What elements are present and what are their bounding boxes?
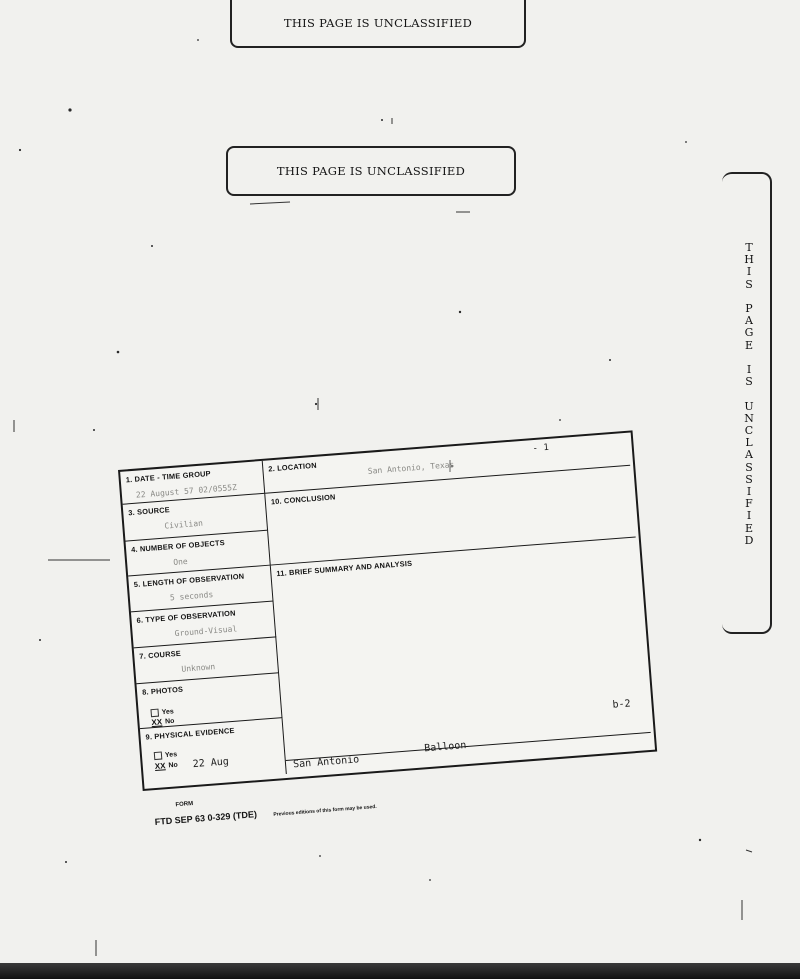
stamp-text: THIS PAGE IS UNCLASSIFIED bbox=[283, 16, 473, 30]
field-length-of-observation: 5. LENGTH OF OBSERVATION 5 seconds bbox=[128, 566, 273, 613]
stamp-text-vertical: T H I S P A G E I S U N C L A S S I F I E D bbox=[744, 241, 754, 547]
classification-stamp-top bbox=[230, 0, 526, 48]
classification-stamp-middle bbox=[226, 146, 516, 196]
evidence-yes-checkbox: Yes bbox=[154, 750, 178, 760]
handwritten-mark: - 1 bbox=[532, 442, 550, 455]
handwritten-date: 22 Aug bbox=[192, 756, 230, 771]
photos-no-checkbox: XX No bbox=[151, 717, 175, 728]
field-number-of-objects: 4. NUMBER OF OBJECTS One bbox=[126, 531, 271, 577]
field-brief-summary: 11. BRIEF SUMMARY AND ANALYSIS b-2 bbox=[276, 558, 631, 711]
handwritten-ref: b-2 bbox=[612, 698, 631, 711]
project-record-card bbox=[118, 430, 657, 791]
field-location: 2. LOCATION San Antonio, Texas - 1 bbox=[263, 433, 630, 494]
form-footer: FORM FTD SEP 63 0-329 (TDE) Previous editions of this form may be used. bbox=[154, 800, 377, 827]
field-photos: 8. PHOTOS Yes XX No bbox=[136, 673, 282, 729]
field-physical-evidence: 9. PHYSICAL EVIDENCE Yes XX No 22 Aug bbox=[140, 718, 287, 785]
field-date-time: 1. DATE - TIME GROUP 22 August 57 02/0555Z bbox=[120, 461, 265, 505]
handwritten-conclusion: Balloon bbox=[423, 740, 467, 755]
field-conclusion: 10. CONCLUSION bbox=[265, 466, 635, 566]
stamp-text: THIS PAGE IS UNCLASSIFIED bbox=[276, 164, 466, 178]
handwritten-city: San Antonio bbox=[292, 754, 360, 771]
field-type-of-observation: 6. TYPE OF OBSERVATION Ground-Visual bbox=[131, 601, 276, 648]
field-course: 7. COURSE Unknown bbox=[134, 637, 279, 684]
field-source: 3. SOURCE Civilian bbox=[123, 494, 268, 542]
evidence-no-checkbox: XX No bbox=[154, 761, 179, 772]
photos-yes-checkbox: Yes bbox=[150, 707, 174, 717]
